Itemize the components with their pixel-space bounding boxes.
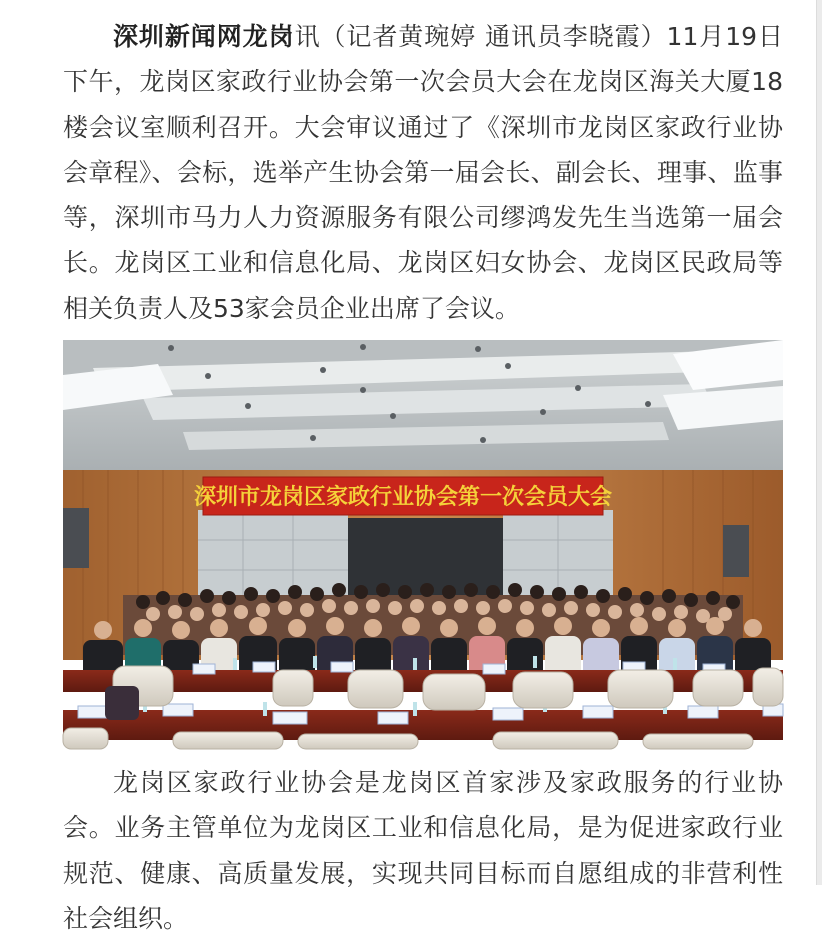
news-source-lead: 深圳新闻网龙岗: [113, 22, 295, 51]
meeting-banner-text: 深圳市龙岗区家政行业协会第一次会员大会: [193, 485, 613, 511]
article-body: [63, 14, 783, 933]
intro-text: 讯（记者黄琬婷 通讯员李晓霞）11月19日下午，龙岗区家政行业协会第一次会员大会在龙岗区海关大厦18楼会议室顺利召开。大会审议通过了《深圳市龙岗区家政行业协会章程》、会标，选举产生协会第一届会长、副会长、理事、监事等，深圳市马力人力资源服务有限公司缪鸿发先生当选第一届会长。龙岗区工业和信息化局、龙岗区妇女协会、龙岗区民政局等相关负责人及53家会员企业出席了会议。: [63, 22, 783, 323]
meeting-group-photo: [63, 340, 783, 749]
paragraph-intro: [63, 14, 783, 331]
paragraph-about-container: [63, 760, 783, 933]
paragraph-about: 龙岗区家政行业协会是龙岗区首家涉及家政服务的行业协会。业务主管单位为龙岗区工业和信息化局，是为促进家政行业规范、健康、高质量发展，实现共同目标而自愿组成的非营利性社会组织。: [63, 768, 783, 933]
page-scrollbar[interactable]: [816, 0, 822, 885]
